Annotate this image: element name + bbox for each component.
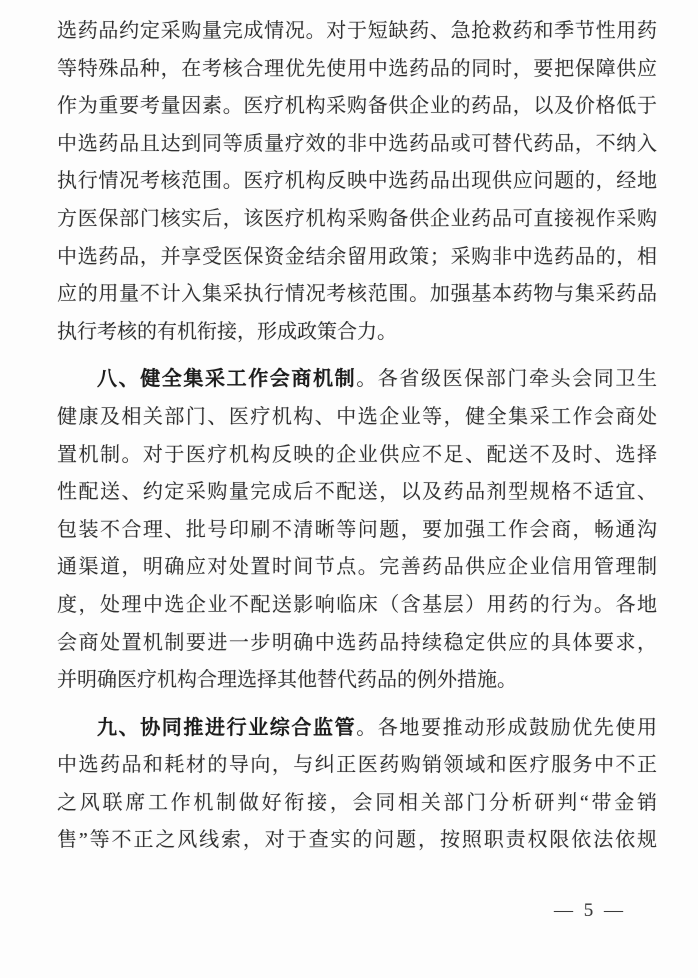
text-line: 健康及相关部门、医疗机构、中选企业等，健全集采工作会商处 [57,405,657,428]
section-body-start: 。各地要推动形成鼓励优先使用 [356,716,657,739]
text-line: 中选药品且达到同等质量疗效的非中选药品或可替代药品，不纳入 [57,132,657,155]
text-line: 售”等不正之风线索，对于查实的问题，按照职责权限依法依规 [57,829,657,852]
text-line: 作为重要考量因素。医疗机构采购备供企业的药品，以及价格低于 [57,95,657,118]
text-line: 中选药品，并享受医保资金结余留用政策；采购非中选药品的，相 [57,245,657,268]
text-line: 选药品约定采购量完成情况。对于短缺药、急抢救药和季节性用药 [57,20,657,42]
text-line [57,710,657,748]
section-body-start: 。各省级医保部门牵头会同卫生 [356,368,657,391]
section-heading: 九、协同推进行业综合监管 [97,716,357,739]
text-line: 等特殊品种，在考核合理优先使用中选药品的同时，要把保障供应 [57,57,657,80]
text-line: 通渠道，明确应对处置时间节点。完善药品供应企业信用管理制 [57,556,657,579]
text-line: 度，处理中选企业不配送影响临床（含基层）用药的行为。各地 [57,593,657,616]
text-line: 中选药品和耗材的导向，与纠正医药购销领域和医疗服务中不正 [57,754,657,777]
text-line: 会商处置机制要进一步明确中选药品持续稳定供应的具体要求， [57,631,657,654]
text-line: 置机制。对于医疗机构反映的企业供应不足、配送不及时、选择 [57,443,657,466]
text-line [57,361,657,399]
text-line: 包装不合理、批号印刷不清晰等问题，要加强工作会商，畅通沟 [57,518,657,541]
text-line: 执行考核的有机衔接，形成政策合力。 [57,320,397,343]
text-line: 应的用量不计入集采执行情况考核范围。加强基本药物与集采药品 [57,283,657,306]
text-line: 并明确医疗机构合理选择其他替代药品的例外措施。 [57,669,517,692]
text-line: 方医保部门核实后，该医疗机构采购备供企业药品可直接视作采购 [57,207,657,230]
section-heading: 八、健全集采工作会商机制 [97,368,357,391]
paragraph-continuation [57,13,657,351]
document-body [57,13,657,860]
page-number: — 5 — [554,900,626,921]
text-line: 执行情况考核范围。医疗机构反映中选药品出现供应问题的，经地 [57,170,657,193]
text-line: 之风联席工作机制做好衔接，会同相关部门分析研判“带金销 [57,791,657,814]
paragraph-section-9 [57,710,657,860]
text-line: 性配送、约定采购量完成后不配送，以及药品剂型规格不适宜、 [57,481,657,504]
paragraph-section-8 [57,361,657,699]
